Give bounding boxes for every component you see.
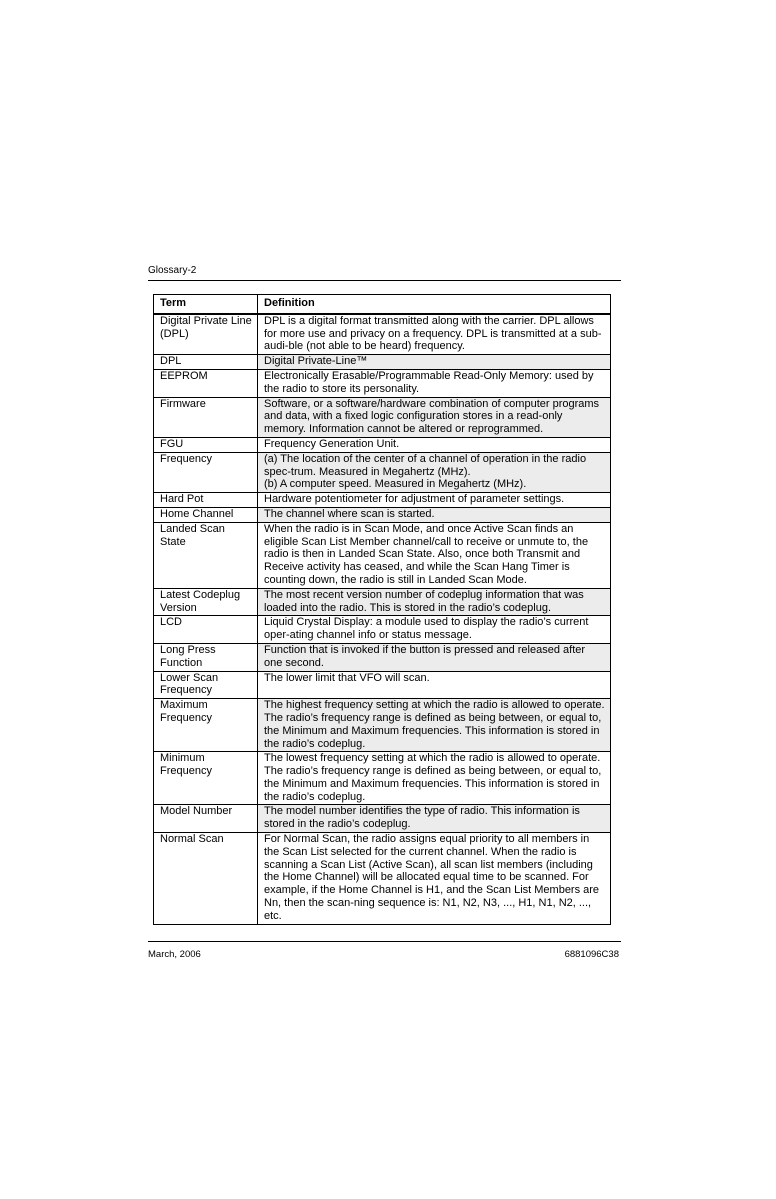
footer-divider (148, 941, 621, 942)
table-row (154, 616, 611, 644)
definition-cell: The most recent version number of codeplug information that was loaded into the radio. This is stored in the radio’s codeplug. (258, 588, 611, 616)
definition-cell: Frequency Generation Unit. (258, 437, 611, 452)
definition-cell: The channel where scan is started. (258, 507, 611, 522)
term-cell: Minimum Frequency (154, 752, 258, 805)
table-row (154, 369, 611, 397)
definition-cell: Liquid Crystal Display: a module used to display the radio’s current oper-ating channel info or status message. (258, 616, 611, 644)
definition-cell: Hardware potentiometer for adjustment of parameter settings. (258, 493, 611, 508)
table-row (154, 437, 611, 452)
term-cell: Model Number (154, 805, 258, 833)
table-row (154, 833, 611, 925)
term-cell: Maximum Frequency (154, 699, 258, 752)
table-header-row (154, 295, 611, 314)
definition-cell: Electronically Erasable/Programmable Read-Only Memory: used by the radio to store its personality. (258, 369, 611, 397)
table-row (154, 452, 611, 492)
definition-cell: Software, or a software/hardware combination of computer programs and data, with a fixed logic configuration stores in a read-only memory. Information cannot be altered or reprogrammed. (258, 397, 611, 437)
term-cell: Firmware (154, 397, 258, 437)
table-row (154, 643, 611, 671)
term-cell: Latest Codeplug Version (154, 588, 258, 616)
table-row (154, 671, 611, 699)
header-divider (148, 280, 621, 281)
table-row (154, 493, 611, 508)
definition-cell: The model number identifies the type of radio. This information is stored in the radio’s codeplug. (258, 805, 611, 833)
definition-cell: The lower limit that VFO will scan. (258, 671, 611, 699)
glossary-table (153, 294, 611, 925)
definition-cell: Function that is invoked if the button is pressed and released after one second. (258, 643, 611, 671)
table-row (154, 522, 611, 588)
table-row (154, 588, 611, 616)
term-cell: DPL (154, 355, 258, 370)
definition-cell: Digital Private-Line™ (258, 355, 611, 370)
term-cell: Long Press Function (154, 643, 258, 671)
term-cell: Digital Private Line (DPL) (154, 314, 258, 355)
table-row (154, 805, 611, 833)
footer-date: March, 2006 (148, 949, 201, 960)
table-row (154, 752, 611, 805)
definition-cell: The highest frequency setting at which the radio is allowed to operate. The radio’s frequency range is defined as being between, or equal to, the Minimum and Maximum frequencies. This information is stored in the radio’s codeplug. (258, 699, 611, 752)
section-label: Glossary-2 (148, 265, 197, 276)
footer-doc-number: 6881096C38 (564, 949, 619, 960)
table-row (154, 699, 611, 752)
term-cell: Hard Pot (154, 493, 258, 508)
term-cell: Landed Scan State (154, 522, 258, 588)
table-row (154, 314, 611, 355)
table-row (154, 355, 611, 370)
definition-cell: DPL is a digital format transmitted along with the carrier. DPL allows for more use and privacy on a frequency. DPL is transmitted at a sub-audi-ble (not able to be heard) frequency. (258, 314, 611, 355)
term-cell: Home Channel (154, 507, 258, 522)
definition-cell: For Normal Scan, the radio assigns equal priority to all members in the Scan List selected for the current channel. When the radio is scanning a Scan List (Active Scan), all scan list members (including the Home Channel) will be allocated equal time to be scanned. For example, if the Home Channel is H1, and the Scan List Members are Nn, then the scan-ning sequence is: N1, N2, N3, ..., H1, N1, N2, ..., etc. (258, 833, 611, 925)
term-cell: FGU (154, 437, 258, 452)
definition-cell: (a) The location of the center of a channel of operation in the radio spec-trum. Measured in Megahertz (MHz). (b) A computer speed. Measured in Megahertz (MHz). (258, 452, 611, 492)
column-header-definition: Definition (258, 295, 611, 314)
table-row (154, 507, 611, 522)
term-cell: EEPROM (154, 369, 258, 397)
definition-cell: The lowest frequency setting at which the radio is allowed to operate. The radio’s frequency range is defined as being between, or equal to, the Minimum and Maximum frequencies. This information is stored in the radio’s codeplug. (258, 752, 611, 805)
table-row (154, 397, 611, 437)
term-cell: Lower Scan Frequency (154, 671, 258, 699)
definition-cell: When the radio is in Scan Mode, and once Active Scan finds an eligible Scan List Member channel/call to receive or unmute to, the radio is then in Landed Scan State. Also, once both Transmit and Receive activity has ceased, and while the Scan Hang Timer is counting down, the radio is still in Landed Scan Mode. (258, 522, 611, 588)
term-cell: Normal Scan (154, 833, 258, 925)
column-header-term: Term (154, 295, 258, 314)
term-cell: Frequency (154, 452, 258, 492)
term-cell: LCD (154, 616, 258, 644)
